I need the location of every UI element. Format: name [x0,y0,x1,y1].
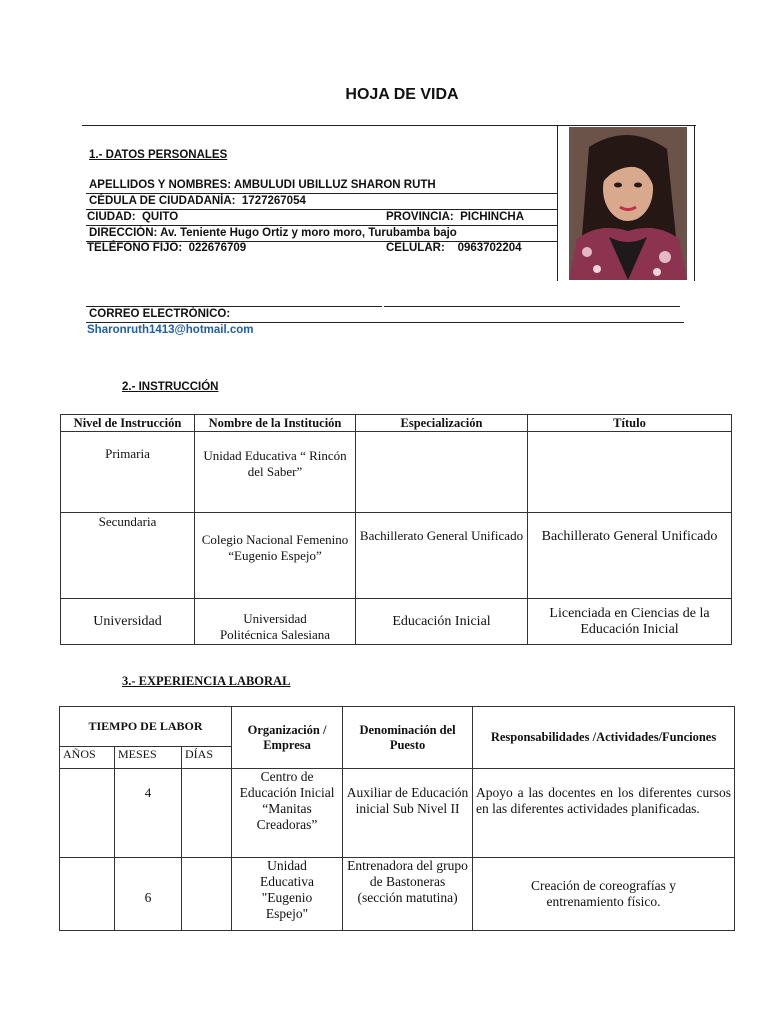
photo-right-rule [694,125,695,281]
cell-days [182,858,232,931]
province-value: PICHINCHA [460,211,525,223]
cell-months: 6 [115,858,182,931]
phone-label: TELÉFONO FIJO: [87,242,183,254]
profile-photo [569,127,687,280]
col-header-time: TIEMPO DE LABOR [60,707,232,747]
col-header-months: MESES [115,747,182,769]
row-rule [86,225,557,226]
education-section-heading: 2.- INSTRUCCIÓN [122,381,219,393]
email-label: CORREO ELECTRÓNICO: [89,308,231,320]
cell-level: Universidad [61,599,195,645]
row-rule [86,193,557,194]
cell-responsibilities: Apoyo a las docentes en los diferentes cursos en las diferentes actividades planificadas. [473,769,735,858]
id-row [89,195,306,207]
cell-specialization [356,432,528,513]
name-value: AMBULUDI UBILLUZ SHARON RUTH [233,179,436,191]
phone-value: 022676709 [188,242,247,254]
cell-level: Secundaria [61,513,195,599]
cell-institution: Unidad Educativa “ Rincón del Saber” [195,432,356,513]
name-label: APELLIDOS Y NOMBRES: [89,179,232,191]
city-row [87,211,178,223]
cell-position: Auxiliar de Educación inicial Sub Nivel II [343,769,473,858]
city-value: QUITO [141,211,179,223]
education-header-row [61,415,732,432]
name-row [89,179,436,191]
table-row [60,858,735,931]
cell-level: Primaria [61,432,195,513]
phone-row [87,242,246,254]
cell-days [182,769,232,858]
cell-row [386,242,522,254]
col-header-title: Título [528,415,732,432]
table-row [60,769,735,858]
col-header-position: Denominación del Puesto [343,707,473,769]
email-rule-right [384,306,680,307]
cell-organization: Centro de Educación Inicial “Manitas Creadoras” [232,769,343,858]
profile-photo-image [569,127,687,280]
id-value: 1727267054 [241,195,306,207]
row-rule [86,209,557,210]
cell-title: Bachillerato General Unificado [528,513,732,599]
page-title: HOJA DE VIDA [345,86,459,103]
address-row [89,227,457,239]
table-row [61,513,732,599]
personal-section-heading: 1.- DATOS PERSONALES [89,149,228,161]
col-header-organization: Organización / Empresa [232,707,343,769]
col-header-responsibilities: Responsabilidades /Actividades/Funciones [473,707,735,769]
cell-position: Entrenadora del grupo de Bastoneras (sección matutina) [343,858,473,931]
photo-left-rule [557,125,558,281]
province-label: PROVINCIA: [386,211,454,223]
top-rule [82,125,696,126]
table-row [61,599,732,645]
email-rule-left [86,306,382,307]
experience-section-heading: 3.- EXPERIENCIA LABORAL [122,674,291,688]
email-rule-bottom [86,322,684,323]
email-value: Sharonruth1413@hotmail.com [87,324,254,336]
col-header-level: Nivel de Instrucción [61,415,195,432]
province-row [386,211,524,223]
cell-specialization: Educación Inicial [356,599,528,645]
cell-organization: Unidad Educativa "Eugenio Espejo" [232,858,343,931]
education-table [60,414,732,645]
city-label: CIUDAD: [87,211,136,223]
col-header-specialization: Especialización [356,415,528,432]
cell-years [60,858,115,931]
col-header-institution: Nombre de la Institución [195,415,356,432]
col-header-days: DÍAS [182,747,232,769]
cell-years [60,769,115,858]
address-label: DIRECCIÓN: [89,227,158,239]
col-header-years: AÑOS [60,747,115,769]
experience-table [59,706,735,931]
cell-institution: Universidad Politécnica Salesiana [195,599,356,645]
experience-header-row [60,707,735,747]
cell-months: 4 [115,769,182,858]
address-value: Av. Teniente Hugo Ortiz y moro moro, Turubamba bajo [160,227,457,239]
id-label: CÉDULA DE CIUDADANÍA: [89,195,236,207]
cell-label: CELULAR: [386,242,445,254]
table-row [61,432,732,513]
cell-institution: Colegio Nacional Femenino “Eugenio Espejo” [195,513,356,599]
cell-responsibilities: Creación de coreografías y entrenamiento físico. [473,858,735,931]
cell-title [528,432,732,513]
cell-value: 0963702204 [457,242,522,254]
cell-specialization: Bachillerato General Unificado [356,513,528,599]
cell-title: Licenciada en Ciencias de la Educación Inicial [528,599,732,645]
